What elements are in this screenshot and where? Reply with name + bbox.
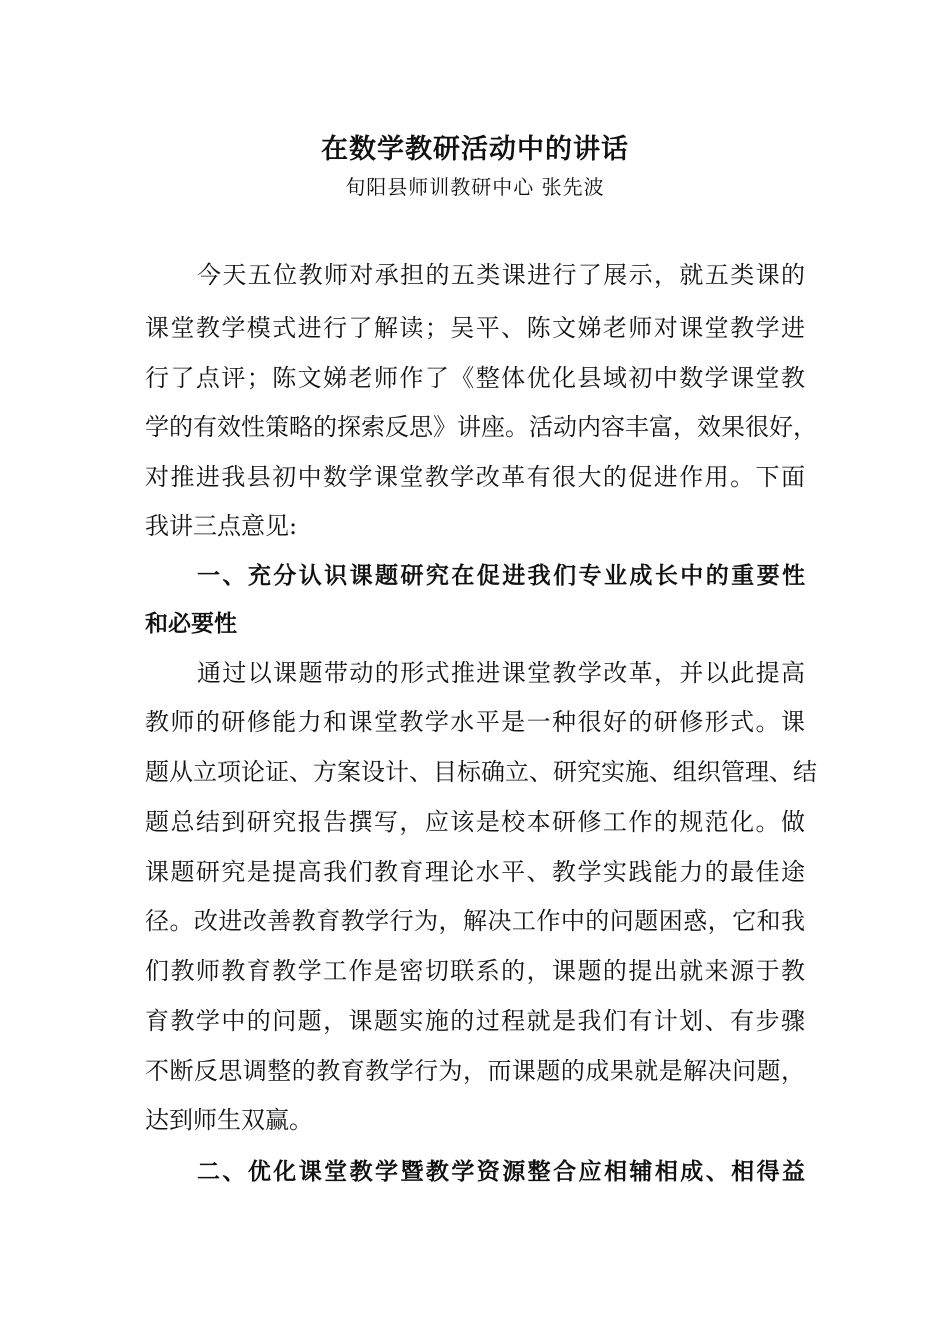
paragraph-line: 育教学中的问题，课题实施的过程就是我们有计划、有步骤 xyxy=(145,1007,805,1035)
paragraph-line: 今天五位教师对承担的五类课进行了展示，就五类课的 xyxy=(197,261,805,289)
paragraph-line: 学的有效性策略的探索反思》讲座。活动内容丰富，效果很好， xyxy=(145,413,817,441)
paragraph-line: 我讲三点意见: xyxy=(145,512,298,540)
paragraph-line: 课题研究是提高我们教育理论水平、教学实践能力的最佳途 xyxy=(145,858,805,886)
paragraph-line: 对推进我县初中数学课堂教学改革有很大的促进作用。下面 xyxy=(145,463,805,491)
page-title: 在数学教研活动中的讲话 xyxy=(321,134,629,165)
paragraph-line: 教师的研修能力和课堂教学水平是一种很好的研修形式。课 xyxy=(145,708,805,736)
author-line: 旬阳县师训教研中心 张先波 xyxy=(345,175,605,199)
paragraph-line: 径。改进改善教育教学行为，解决工作中的问题困惑，它和我 xyxy=(145,907,805,935)
paragraph-line: 行了点评；陈文娣老师作了《整体优化县域初中数学课堂教 xyxy=(145,364,805,392)
paragraph-line: 题从立项论证、方案设计、目标确立、研究实施、组织管理、结 xyxy=(145,758,817,786)
paragraph-line: 们教师教育教学工作是密切联系的，课题的提出就来源于教 xyxy=(145,957,805,985)
paragraph-line: 通过以课题带动的形式推进课堂教学改革，并以此提高 xyxy=(197,659,805,687)
paragraph-line: 课堂教学模式进行了解读；吴平、陈文娣老师对课堂教学进 xyxy=(145,314,805,342)
section-heading: 二、优化课堂教学暨教学资源整合应相辅相成、相得益 xyxy=(197,1159,805,1185)
section-heading: 和必要性 xyxy=(145,611,237,637)
paragraph-line: 题总结到研究报告撰写，应该是校本研修工作的规范化。做 xyxy=(145,808,805,836)
section-heading: 一、充分认识课题研究在促进我们专业成长中的重要性 xyxy=(197,563,805,589)
paragraph-line: 达到师生双赢。 xyxy=(145,1106,313,1134)
paragraph-line: 不断反思调整的教育教学行为，而课题的成果就是解决问题， xyxy=(145,1057,805,1085)
